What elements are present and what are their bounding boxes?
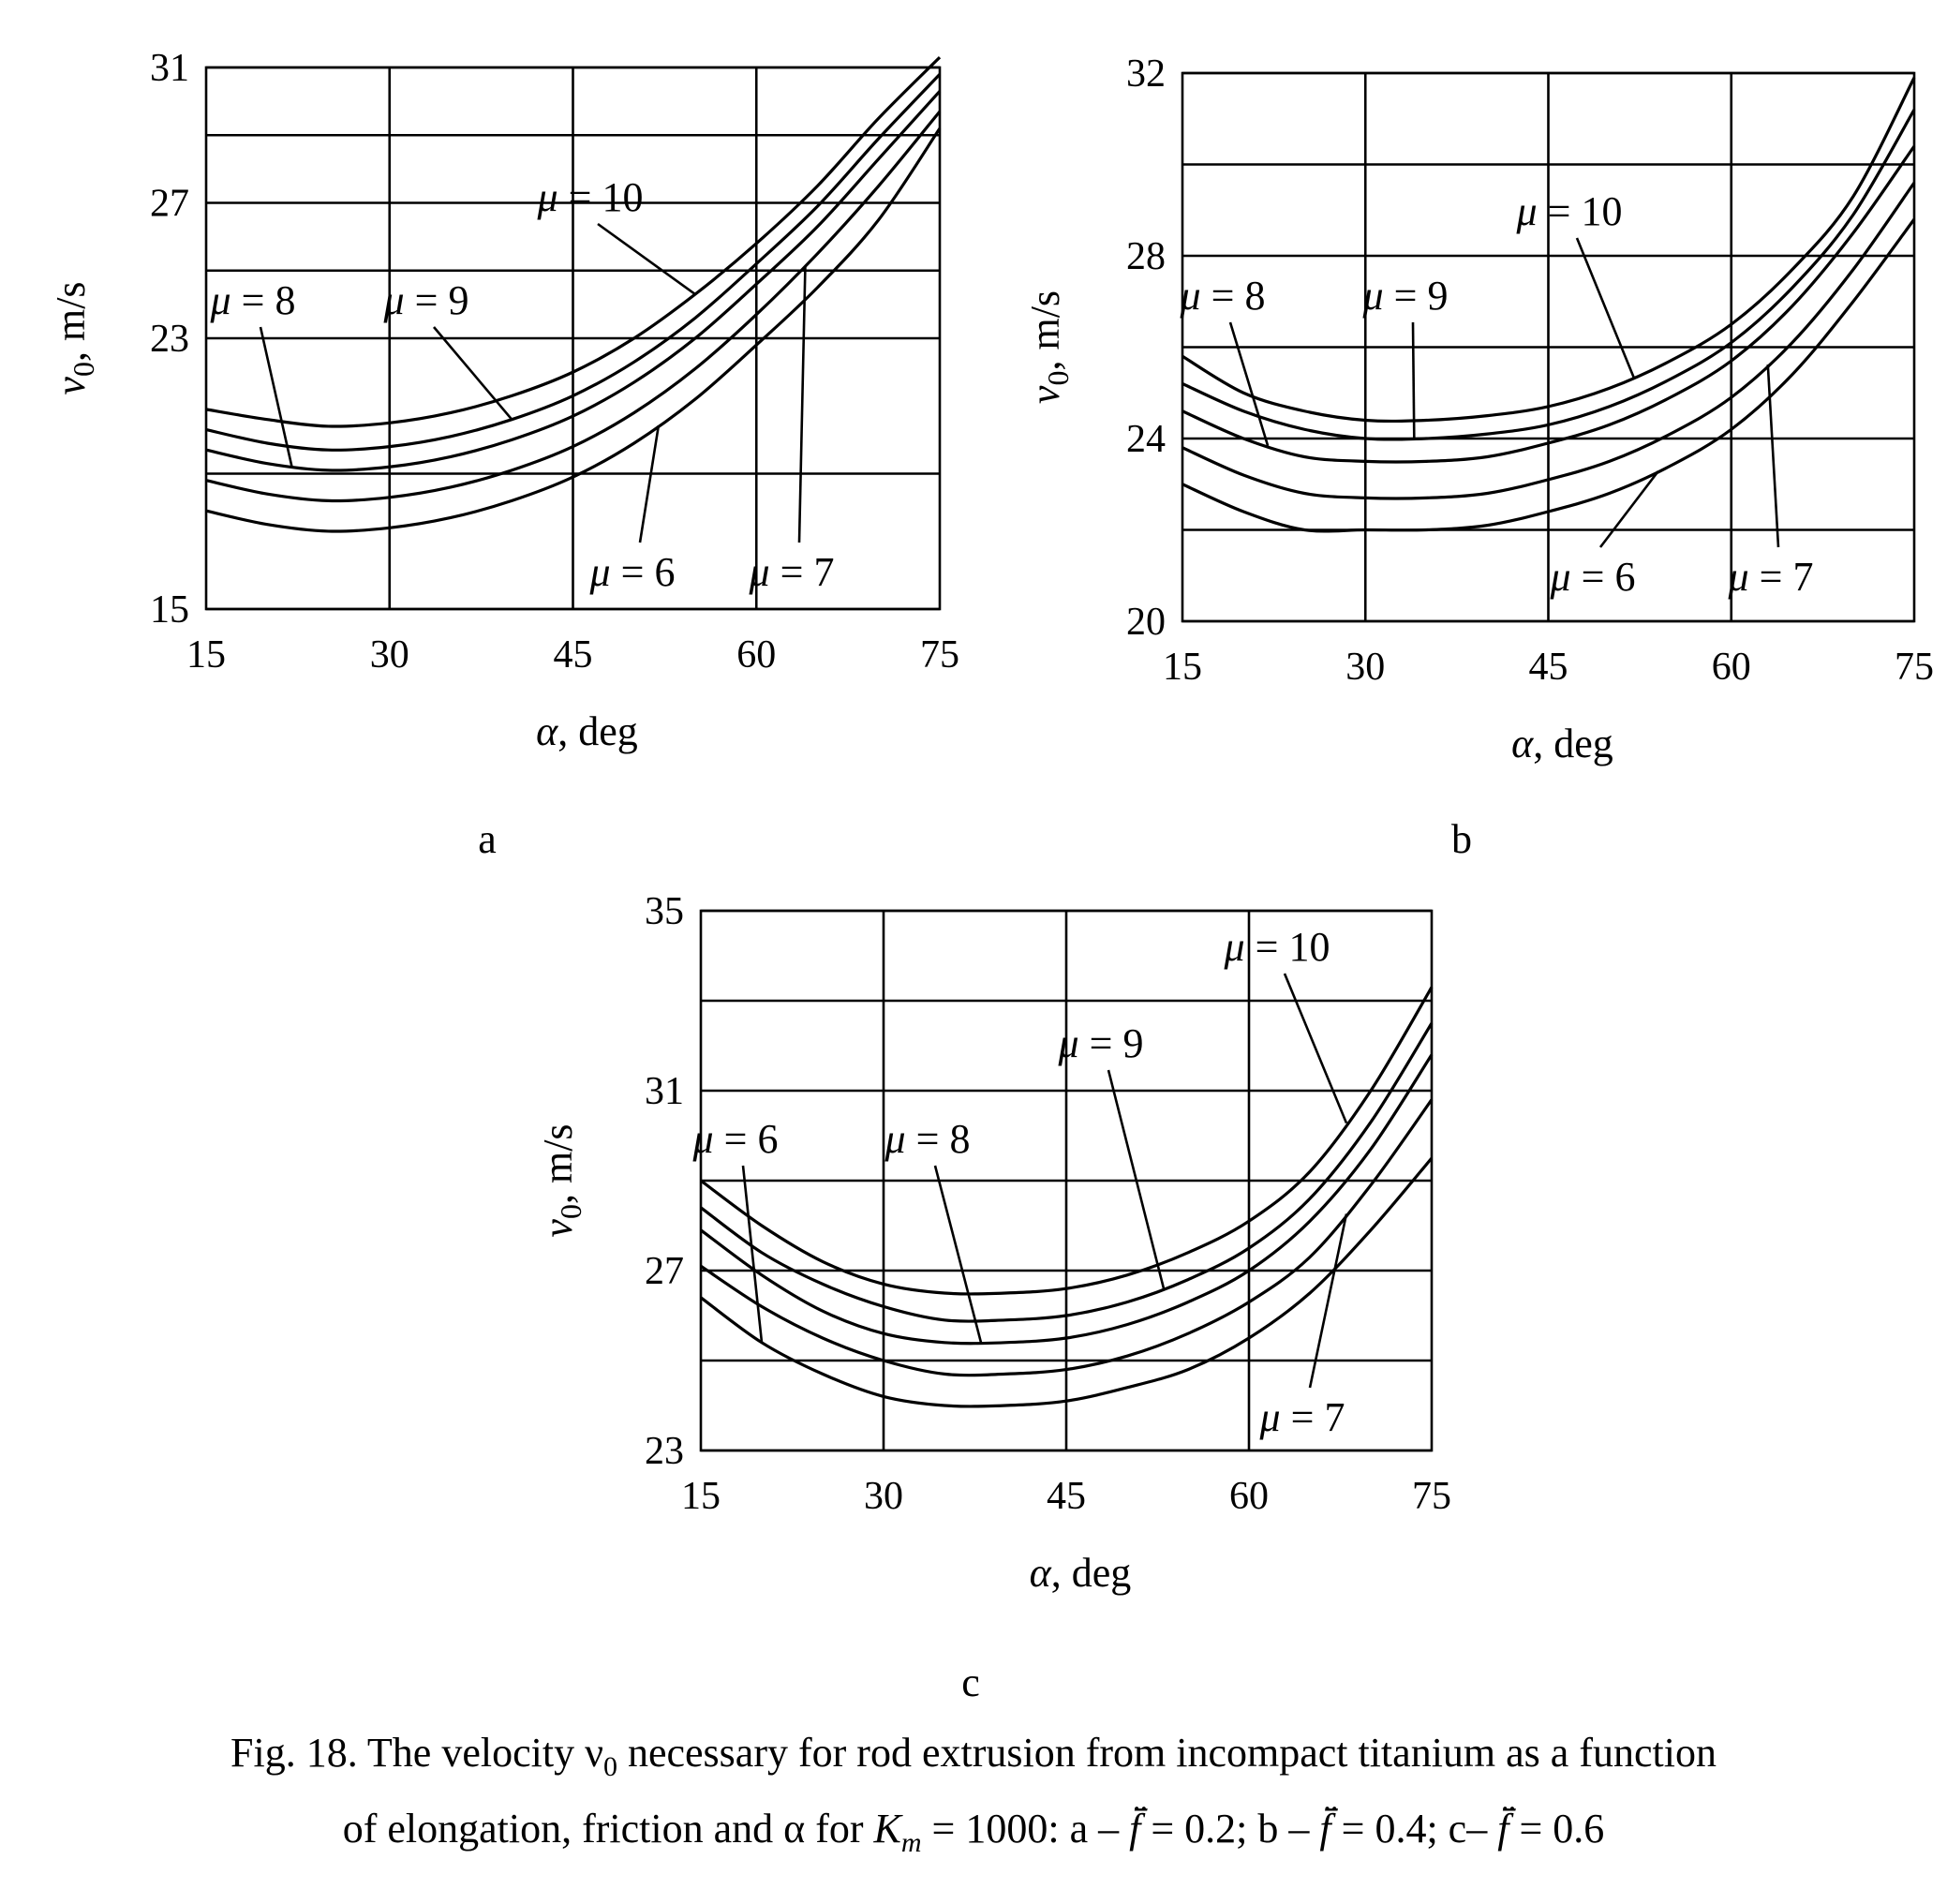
x-tick-label: 60	[736, 633, 777, 677]
annotation-leader-line	[1600, 471, 1658, 547]
annotation-leader-line	[743, 1166, 762, 1343]
subfigure-label: a	[478, 816, 497, 862]
x-tick-label: 30	[1345, 646, 1386, 689]
series-annotation: μ = 9	[383, 277, 469, 323]
annotation-leader-line	[799, 266, 805, 543]
annotation-leader-line	[598, 224, 695, 294]
x-tick-label: 75	[1412, 1475, 1451, 1518]
chart-panel-b	[1022, 52, 1934, 862]
caption-line-2: of elongation, friction and α for $K_m = 1000$: a – f̄̈ = 0.2; b – f̄̈ = 0.4; c– f̄̈ = 0.6	[342, 1805, 1605, 1858]
figure-caption	[56, 1722, 1891, 1874]
x-axis-label: α, deg	[1511, 721, 1613, 766]
y-axis-label: $v_0$, m/s	[48, 281, 100, 395]
series-annotation: μ = 10	[537, 174, 644, 220]
caption-line-1: Fig. 18. The velocity $\nu_0$ necessary for rod extrusion from incompact titanium as a function	[230, 1730, 1717, 1782]
series-annotation: μ = 8	[884, 1116, 971, 1162]
annotation-leader-line	[434, 327, 512, 420]
chart-panel-c	[535, 890, 1451, 1705]
series-annotation: μ = 7	[1728, 554, 1814, 600]
annotation-leader-line	[1577, 238, 1634, 378]
x-tick-label: 15	[1163, 646, 1202, 689]
y-tick-label: 24	[1126, 418, 1166, 461]
y-axis-label: $v_0$, m/s	[535, 1123, 587, 1238]
y-tick-label: 31	[645, 1070, 684, 1113]
chart-panel-a	[48, 47, 959, 862]
annotation-leader-line	[640, 425, 659, 543]
series-annotation: μ = 8	[210, 277, 296, 323]
annotation-leader-line	[1285, 974, 1346, 1123]
series-annotation: μ = 7	[749, 549, 835, 595]
x-tick-label: 45	[553, 633, 593, 677]
series-annotation: μ = 8	[1180, 273, 1266, 319]
x-tick-label: 45	[1528, 646, 1568, 689]
series-annotation: μ = 10	[1516, 188, 1623, 234]
series-annotation: μ = 9	[1058, 1020, 1144, 1066]
y-tick-label: 23	[645, 1430, 684, 1473]
y-tick-label: 27	[150, 182, 189, 226]
y-tick-label: 31	[150, 47, 189, 90]
x-tick-label: 15	[186, 633, 226, 677]
annotation-leader-line	[1108, 1070, 1164, 1288]
series-annotation: μ = 9	[1362, 273, 1449, 319]
x-tick-label: 75	[1895, 646, 1934, 689]
x-tick-label: 45	[1047, 1475, 1086, 1518]
subfigure-label: c	[961, 1659, 980, 1705]
y-tick-label: 23	[150, 318, 189, 361]
y-axis-label: $v_0$, m/s	[1022, 290, 1075, 405]
y-tick-label: 32	[1126, 52, 1166, 96]
y-tick-label: 15	[150, 588, 189, 632]
annotation-leader-line	[1230, 322, 1268, 446]
series-annotation: μ = 7	[1259, 1394, 1345, 1440]
series-annotation: μ = 6	[589, 549, 676, 595]
x-tick-label: 30	[369, 633, 409, 677]
y-tick-label: 20	[1126, 601, 1166, 644]
x-tick-label: 60	[1711, 646, 1751, 689]
series-annotation: μ = 10	[1224, 924, 1330, 970]
x-tick-label: 15	[681, 1475, 721, 1518]
y-tick-label: 35	[645, 890, 684, 933]
annotation-leader-line	[1413, 322, 1414, 439]
x-axis-label: α, deg	[536, 708, 638, 754]
subfigure-label: b	[1451, 816, 1472, 862]
series-annotation: μ = 6	[692, 1116, 779, 1162]
x-tick-label: 30	[864, 1475, 903, 1518]
series-annotation: μ = 6	[1550, 554, 1636, 600]
x-tick-label: 60	[1229, 1475, 1269, 1518]
y-tick-label: 27	[645, 1250, 684, 1293]
x-tick-label: 75	[920, 633, 959, 677]
y-tick-label: 28	[1126, 235, 1166, 278]
x-axis-label: α, deg	[1029, 1550, 1132, 1596]
annotation-leader-line	[935, 1166, 981, 1343]
